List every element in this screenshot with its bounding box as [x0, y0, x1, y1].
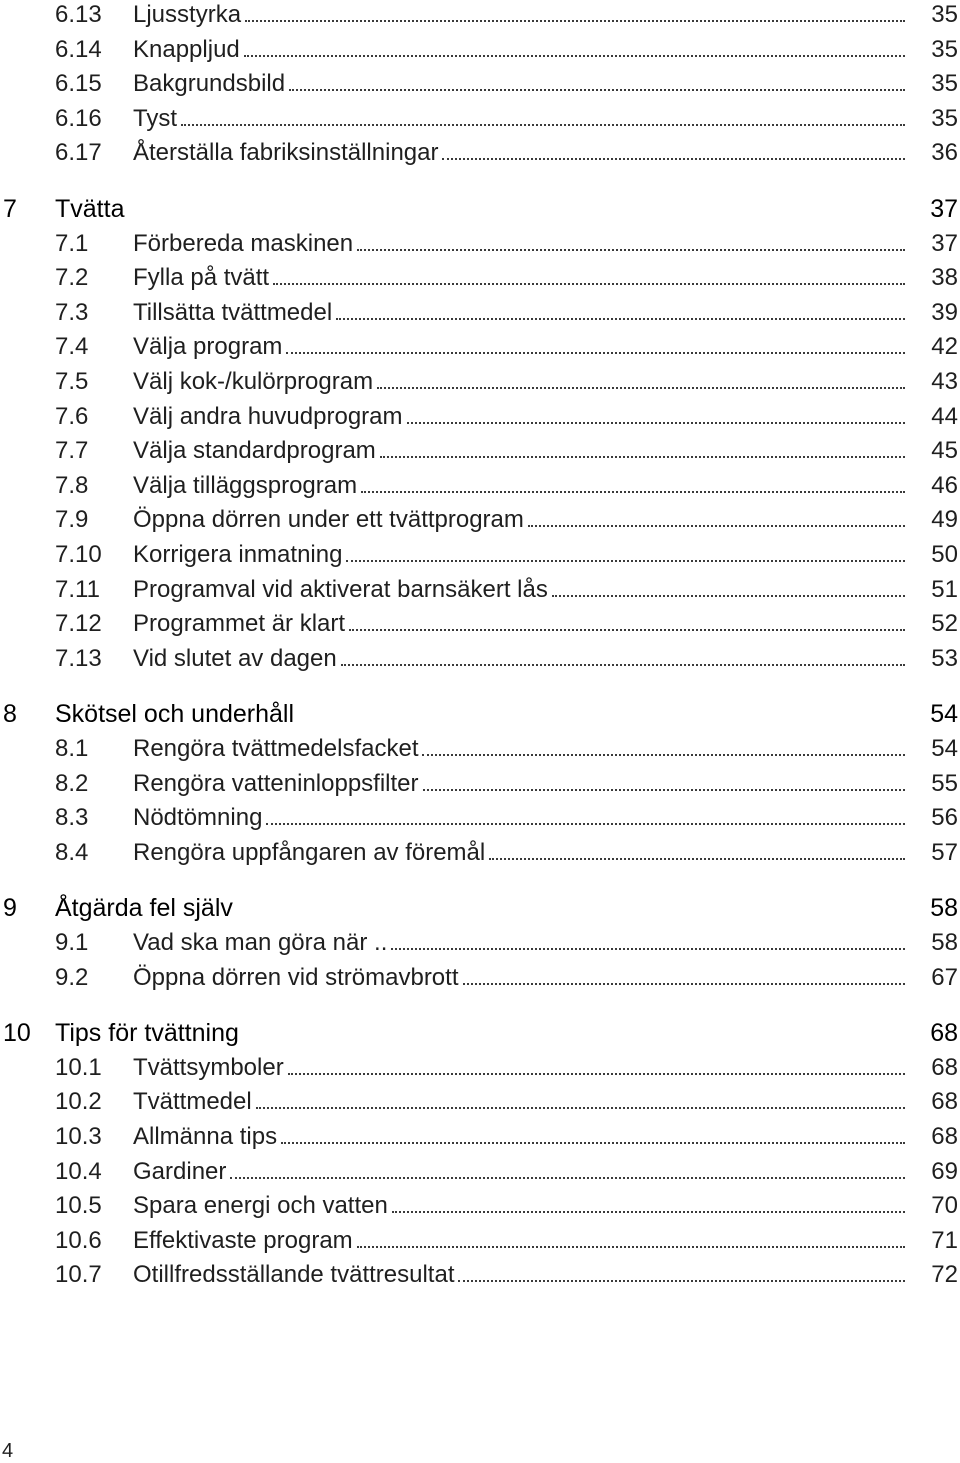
toc-page-number: 45	[931, 437, 958, 464]
toc-number: 7.11	[55, 576, 100, 603]
toc-section-row	[0, 1226, 960, 1256]
toc-page-number: 35	[931, 105, 958, 132]
toc-section-row	[0, 644, 960, 674]
toc-leader-dots	[377, 387, 905, 389]
toc-leader-dots	[346, 560, 905, 562]
toc-section-row	[0, 69, 960, 99]
toc-number: 8.3	[55, 804, 89, 831]
toc-number: 10.7	[55, 1261, 102, 1288]
toc-number: 7.6	[55, 403, 89, 430]
toc-page-number: 50	[931, 541, 958, 568]
toc-title: Vad ska man göra när ..	[133, 929, 388, 956]
toc-section-row	[0, 471, 960, 501]
toc-page-number: 36	[931, 139, 958, 166]
toc-title: Öppna dörren vid strömavbrott	[133, 964, 459, 991]
toc-section-row	[0, 838, 960, 868]
toc-chapter-row	[0, 1018, 960, 1048]
toc-leader-dots	[357, 249, 905, 251]
toc-leader-dots	[341, 664, 905, 666]
toc-leader-dots	[552, 595, 905, 597]
toc-page-number: 35	[931, 1, 958, 28]
toc-section-row	[0, 104, 960, 134]
toc-page-number: 44	[931, 403, 958, 430]
toc-title: Bakgrundsbild	[133, 70, 286, 97]
toc-section-row	[0, 1157, 960, 1187]
toc-page-number: 67	[931, 964, 958, 991]
toc-page-number: 71	[931, 1227, 958, 1254]
toc-number: 8.2	[55, 770, 89, 797]
toc-leader-dots	[256, 1107, 905, 1109]
toc-title: Tvätta	[55, 195, 125, 223]
toc-page-number: 68	[931, 1054, 958, 1081]
toc-section-row	[0, 575, 960, 605]
toc-number: 10.4	[55, 1158, 102, 1185]
toc-number: 10.6	[55, 1227, 102, 1254]
toc-page-number: 37	[931, 230, 958, 257]
toc-leader-dots	[230, 1177, 905, 1179]
toc-number: 8.4	[55, 839, 89, 866]
toc-title: Välja standardprogram	[133, 437, 376, 464]
toc-title: Gardiner	[133, 1158, 227, 1185]
toc-title: Allmänna tips	[133, 1123, 278, 1150]
toc-leader-dots	[528, 525, 905, 527]
toc-number: 10.1	[55, 1054, 102, 1081]
toc-leader-dots	[423, 789, 905, 791]
toc-section-row	[0, 609, 960, 639]
toc-title: Rengöra vatteninloppsfilter	[133, 770, 419, 797]
toc-number: 7.12	[55, 610, 102, 637]
toc-title: Knappljud	[133, 36, 240, 63]
toc-number: 10.2	[55, 1088, 102, 1115]
toc-page-number: 51	[931, 576, 958, 603]
toc-number: 6.15	[55, 70, 102, 97]
toc-leader-dots	[273, 283, 905, 285]
toc-page-number: 46	[931, 472, 958, 499]
toc-leader-dots	[422, 754, 905, 756]
toc-title: Öppna dörren under ett tvättprogram	[133, 506, 524, 533]
toc-leader-dots	[463, 983, 905, 985]
toc-title: Effektivaste program	[133, 1227, 353, 1254]
toc-page-number: 58	[930, 894, 958, 922]
toc-section-row	[0, 298, 960, 328]
toc-title: Otillfredsställande tvättresultat	[133, 1261, 455, 1288]
toc-title: Tillsätta tvättmedel	[133, 299, 333, 326]
toc-leader-dots	[336, 318, 905, 320]
toc-number: 8	[3, 700, 17, 728]
toc-title: Spara energi och vatten	[133, 1192, 388, 1219]
toc-leader-dots	[289, 89, 905, 91]
toc-title: Välj kok-/kulörprogram	[133, 368, 374, 395]
toc-page-number: 39	[931, 299, 958, 326]
toc-chapter-row	[0, 194, 960, 224]
toc-page-number: 55	[931, 770, 958, 797]
toc-section-row	[0, 1260, 960, 1290]
toc-number: 6.13	[55, 1, 102, 28]
toc-number: 9.2	[55, 964, 89, 991]
toc-number: 8.1	[55, 735, 89, 762]
toc-section-row	[0, 505, 960, 535]
toc-page-number: 42	[931, 333, 958, 360]
toc-leader-dots	[244, 55, 905, 57]
toc-number: 6.14	[55, 36, 102, 63]
toc-leader-dots	[442, 158, 905, 160]
toc-section-row	[0, 928, 960, 958]
toc-leader-dots	[407, 422, 905, 424]
toc-page-number: 49	[931, 506, 958, 533]
toc-title: Förbereda maskinen	[133, 230, 354, 257]
toc-number: 10	[3, 1019, 31, 1047]
toc-title: Nödtömning	[133, 804, 263, 831]
toc-leader-dots	[357, 1246, 905, 1248]
toc-number: 7.8	[55, 472, 89, 499]
toc-page-number: 53	[931, 645, 958, 672]
toc-leader-dots	[380, 456, 905, 458]
toc-leader-dots	[489, 858, 905, 860]
toc-title: Skötsel och underhåll	[55, 700, 295, 728]
toc-title: Tips för tvättning	[55, 1019, 239, 1047]
toc-title: Tyst	[133, 105, 178, 132]
toc-section-row	[0, 35, 960, 65]
toc-number: 9	[3, 894, 17, 922]
toc-leader-dots	[391, 948, 905, 950]
toc-title: Tvättmedel	[133, 1088, 252, 1115]
toc-page-number: 35	[931, 36, 958, 63]
toc-leader-dots	[281, 1142, 905, 1144]
toc-number: 6.17	[55, 139, 102, 166]
toc-section-row	[0, 540, 960, 570]
toc-number: 7.13	[55, 645, 102, 672]
toc-title: Vid slutet av dagen	[133, 645, 337, 672]
toc-page-number: 68	[930, 1019, 958, 1047]
toc-number: 10.5	[55, 1192, 102, 1219]
toc-section-row	[0, 263, 960, 293]
toc-section-row	[0, 367, 960, 397]
toc-section-row	[0, 963, 960, 993]
toc-section-row	[0, 1053, 960, 1083]
toc-page-number: 57	[931, 839, 958, 866]
toc-section-row	[0, 229, 960, 259]
toc-number: 7.7	[55, 437, 89, 464]
toc-page-number: 70	[931, 1192, 958, 1219]
toc-leader-dots	[245, 20, 905, 22]
toc-title: Tvättsymboler	[133, 1054, 284, 1081]
toc-page-number: 43	[931, 368, 958, 395]
toc-number: 7	[3, 195, 17, 223]
toc-section-row	[0, 332, 960, 362]
toc-chapter-row	[0, 893, 960, 923]
toc-section-row	[0, 1122, 960, 1152]
toc-title: Rengöra uppfångaren av föremål	[133, 839, 486, 866]
toc-section-row	[0, 1191, 960, 1221]
toc-title: Programmet är klart	[133, 610, 346, 637]
toc-page-number: 69	[931, 1158, 958, 1185]
toc-section-row	[0, 0, 960, 30]
toc-number: 7.2	[55, 264, 89, 291]
toc-number: 7.5	[55, 368, 89, 395]
toc-page-number: 38	[931, 264, 958, 291]
toc-title: Fylla på tvätt	[133, 264, 270, 291]
page-number: 4	[2, 1440, 14, 1462]
toc-section-row	[0, 1087, 960, 1117]
toc-leader-dots	[392, 1211, 905, 1213]
toc-section-row	[0, 402, 960, 432]
toc-title: Återställa fabriksinställningar	[133, 139, 439, 166]
toc-page-number: 54	[930, 700, 958, 728]
toc-leader-dots	[181, 124, 905, 126]
toc-section-row	[0, 138, 960, 168]
toc-number: 6.16	[55, 105, 102, 132]
toc-page-number: 37	[930, 195, 958, 223]
toc-page-number: 72	[931, 1261, 958, 1288]
toc-number: 7.4	[55, 333, 89, 360]
toc-page-number: 54	[931, 735, 958, 762]
toc-page-number: 68	[931, 1123, 958, 1150]
toc-title: Välj andra huvudprogram	[133, 403, 403, 430]
toc-section-row	[0, 734, 960, 764]
toc-title: Åtgärda fel själv	[55, 894, 233, 922]
toc-title: Välja tilläggsprogram	[133, 472, 358, 499]
toc-number: 7.9	[55, 506, 89, 533]
toc-number: 10.3	[55, 1123, 102, 1150]
toc-chapter-row	[0, 699, 960, 729]
toc-page-number: 56	[931, 804, 958, 831]
toc-page-number: 35	[931, 70, 958, 97]
toc-number: 7.1	[55, 230, 89, 257]
toc-number: 9.1	[55, 929, 89, 956]
toc-leader-dots	[458, 1280, 905, 1282]
toc-leader-dots	[286, 352, 905, 354]
toc-section-row	[0, 803, 960, 833]
toc-leader-dots	[361, 491, 905, 493]
toc-number: 7.10	[55, 541, 102, 568]
toc-title: Välja program	[133, 333, 283, 360]
toc-title: Programval vid aktiverat barnsäkert lås	[133, 576, 548, 603]
toc-leader-dots	[266, 823, 905, 825]
toc-leader-dots	[288, 1073, 905, 1075]
toc-leader-dots	[349, 629, 905, 631]
toc-title: Rengöra tvättmedelsfacket	[133, 735, 419, 762]
toc-section-row	[0, 436, 960, 466]
toc-page-number: 68	[931, 1088, 958, 1115]
toc-section-row	[0, 769, 960, 799]
toc-page-number: 58	[931, 929, 958, 956]
toc-page-number: 52	[931, 610, 958, 637]
toc-title: Ljusstyrka	[133, 1, 242, 28]
toc-number: 7.3	[55, 299, 89, 326]
toc-title: Korrigera inmatning	[133, 541, 343, 568]
